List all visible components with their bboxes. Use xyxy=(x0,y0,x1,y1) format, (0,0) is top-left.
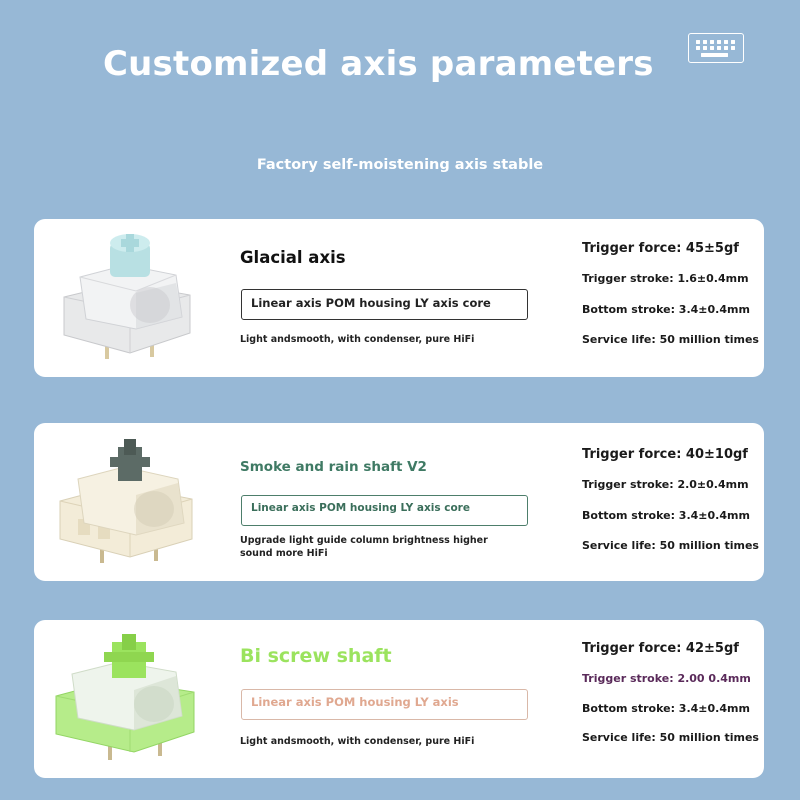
bottom-stroke: Bottom stroke: 3.4±0.4mm xyxy=(582,702,750,715)
housing-spec-box: Linear axis POM housing LY axis xyxy=(241,689,528,720)
switch-name: Glacial axis xyxy=(240,248,346,267)
glacial-switch-image xyxy=(50,225,200,369)
trigger-stroke: Trigger stroke: 2.0±0.4mm xyxy=(582,478,749,491)
service-life: Service life: 50 million times xyxy=(582,731,759,744)
housing-spec-box: Linear axis POM housing LY axis core xyxy=(241,495,528,526)
switch-card-smoke-rain xyxy=(34,423,764,581)
switch-description: Light andsmooth, with condenser, pure HiFi xyxy=(240,334,475,345)
page-subtitle: Factory self-moistening axis stable xyxy=(256,157,544,173)
service-life: Service life: 50 million times xyxy=(582,539,759,552)
switch-card-bi-screw xyxy=(34,620,764,778)
housing-spec-box: Linear axis POM housing LY axis core xyxy=(241,289,528,320)
description-line: sound more HiFi xyxy=(240,548,328,559)
switch-card-glacial xyxy=(34,219,764,377)
keyboard-icon xyxy=(688,33,744,63)
switch-name: Smoke and rain shaft V2 xyxy=(240,459,427,475)
switch-description: Light andsmooth, with condenser, pure HiFi xyxy=(240,736,475,747)
bottom-stroke: Bottom stroke: 3.4±0.4mm xyxy=(582,303,750,316)
trigger-force: Trigger force: 40±10gf xyxy=(582,447,748,462)
switch-description xyxy=(240,534,488,560)
bottom-stroke: Bottom stroke: 3.4±0.4mm xyxy=(582,509,750,522)
bi-screw-switch-image xyxy=(50,626,200,770)
service-life: Service life: 50 million times xyxy=(582,333,759,346)
trigger-force: Trigger force: 45±5gf xyxy=(582,241,739,256)
switch-name: Bi screw shaft xyxy=(240,645,392,667)
trigger-force: Trigger force: 42±5gf xyxy=(582,641,739,656)
page-title: Customized axis parameters xyxy=(103,44,654,84)
description-line: Upgrade light guide column brightness higher xyxy=(240,535,488,546)
trigger-stroke: Trigger stroke: 1.6±0.4mm xyxy=(582,272,749,285)
trigger-stroke: Trigger stroke: 2.00 0.4mm xyxy=(582,672,751,685)
smoke-rain-switch-image xyxy=(50,429,200,573)
